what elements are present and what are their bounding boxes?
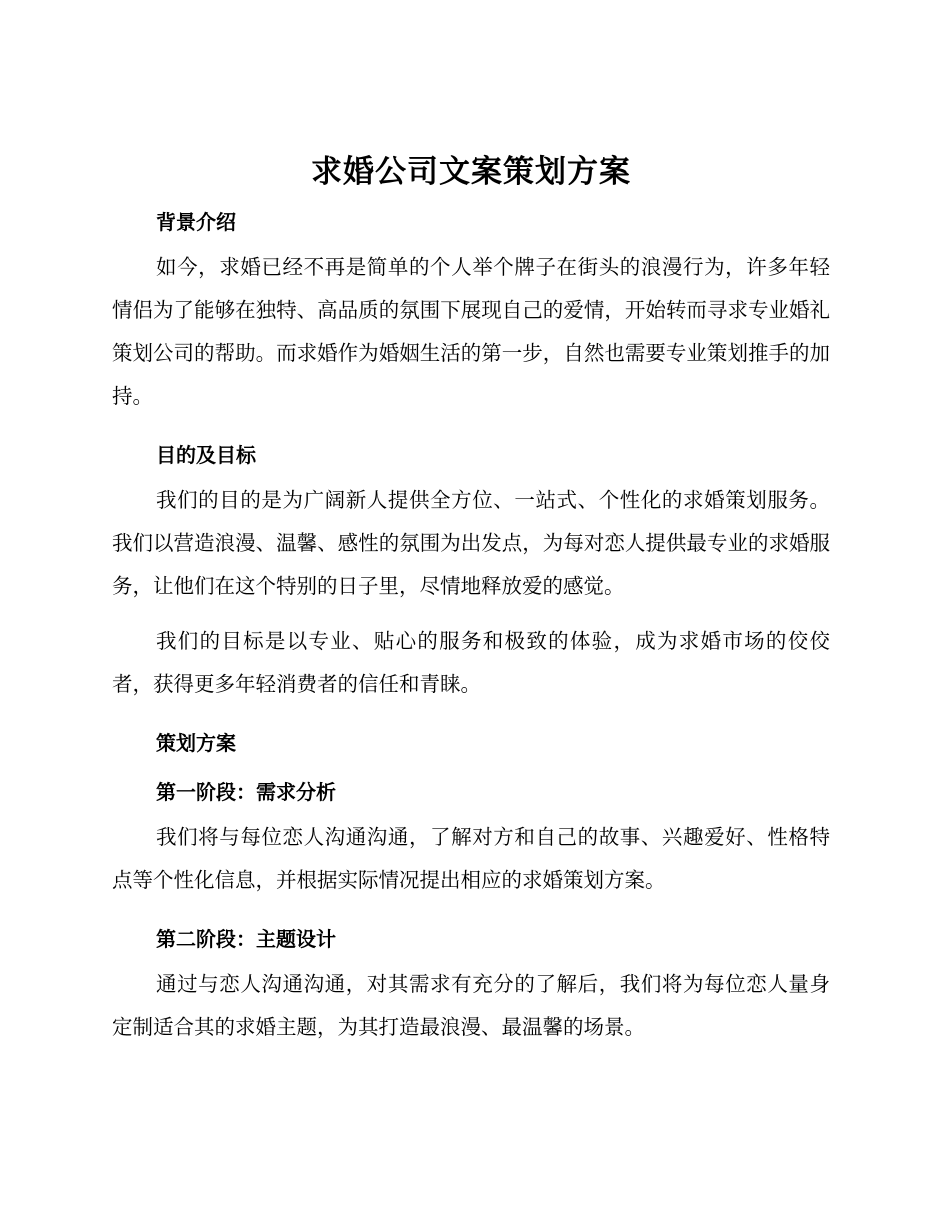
spacer xyxy=(112,198,830,210)
goals-purpose-paragraph: 我们的目的是为广阔新人提供全方位、一站式、个性化的求婚策划服务。我们以营造浪漫、温馨、感性的氛围为出发点，为每对恋人提供最专业的求婚服务，让他们在这个特别的日子里，尽情地释放爱的感觉。 xyxy=(112,488,830,598)
stage-1-paragraph: 我们将与每位恋人沟通沟通，了解对方和自己的故事、兴趣爱好、性格特点等个性化信息，并根据实际情况提出相应的求婚策划方案。 xyxy=(112,825,830,892)
spacer xyxy=(112,418,830,443)
spacer xyxy=(112,467,830,479)
goals-target-paragraph: 我们的目标是以专业、贴心的服务和极致的体验，成为求婚市场的佼佼者，获得更多年轻消费者的信任和青睐。 xyxy=(112,629,830,696)
subheading-stage-1: 第一阶段：需求分析 xyxy=(156,780,336,804)
spacer xyxy=(112,234,830,246)
document-title: 求婚公司文案策划方案 xyxy=(311,154,631,190)
spacer xyxy=(112,608,830,620)
spacer xyxy=(112,902,830,927)
document-content xyxy=(112,146,830,1049)
spacer xyxy=(112,951,830,963)
section-heading-goals: 目的及目标 xyxy=(156,443,256,467)
spacer xyxy=(112,706,830,731)
spacer xyxy=(112,804,830,816)
subheading-stage-2: 第二阶段：主题设计 xyxy=(156,927,336,951)
section-heading-plan: 策划方案 xyxy=(156,731,236,755)
section-heading-background: 背景介绍 xyxy=(156,210,236,234)
spacer xyxy=(112,755,830,780)
stage-2-paragraph: 通过与恋人沟通沟通，对其需求有充分的了解后，我们将为每位恋人量身定制适合其的求婚主题，为其打造最浪漫、最温馨的场景。 xyxy=(112,972,830,1039)
background-paragraph: 如今，求婚已经不再是简单的个人举个牌子在街头的浪漫行为，许多年轻情侣为了能够在独特、高品质的氛围下展现自己的爱情，开始转而寻求专业婚礼策划公司的帮助。而求婚作为婚姻生活的第一步，自然也需要专业策划推手的加持。 xyxy=(112,255,830,408)
